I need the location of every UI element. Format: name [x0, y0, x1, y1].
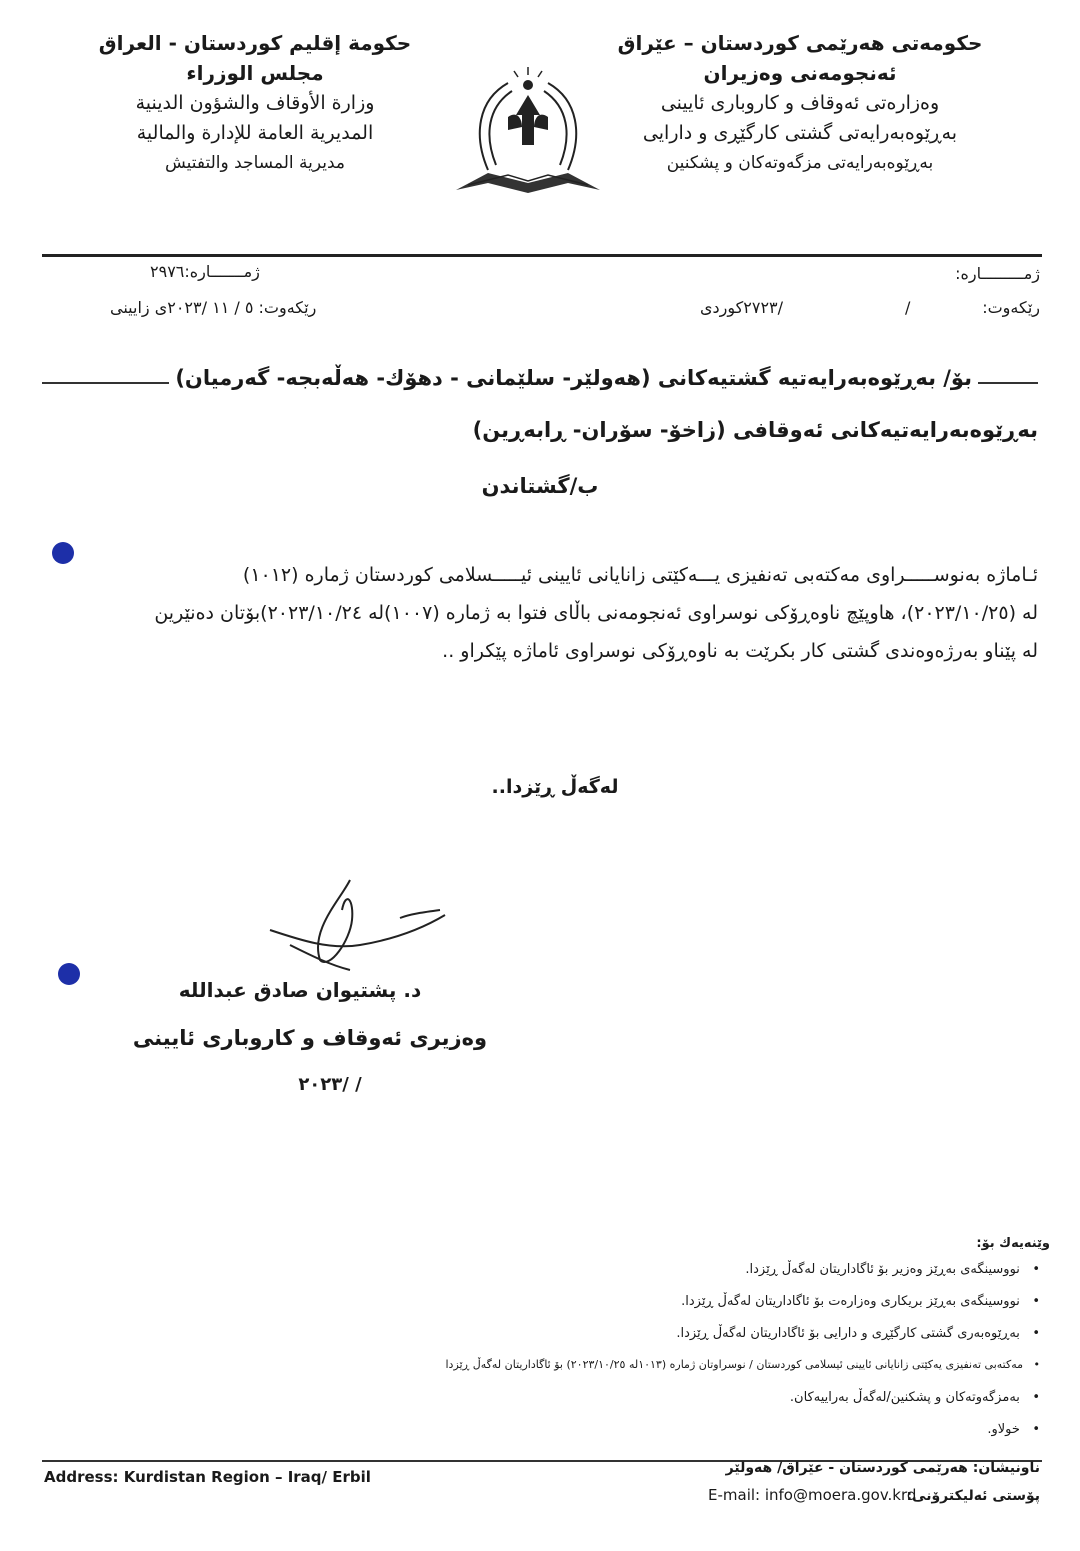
addressee-line-1	[42, 366, 1038, 396]
ref-date-left: رێکەوت: ٥ / ١١ /٢٠٢٣ی زایینی	[110, 298, 317, 317]
header-line: حکومەتی هەرێمی کوردستان – عێراق	[617, 31, 983, 55]
header-line: مديرية المساجد والتفتيش	[164, 153, 346, 173]
addressee-text: بۆ/ بەڕێوەبەرایەتیە گشتیەکانی (هەولێر- سلێمانی - دهۆك- هەڵەبجە- گەرمیان)	[169, 366, 978, 390]
list-item: • مەکتەبی تەنفیزی یەکێتی زانایانی ئایینی ئیسلامی کوردستان / نوسراوتان ژمارە (١٠١٣لە ٢٠٢٣/١٠/٢٥) بۆ ئاگاداریتان لەگەڵ ڕێزدا	[445, 1358, 1040, 1371]
header-line: المديرية العامة للإدارة والمالية	[136, 122, 374, 144]
signatory-name: د. پشتیوان صادق عبدالله	[178, 978, 422, 1002]
signatory-title: وەزیری ئەوقاف و کاروباری ئایینی	[132, 1026, 488, 1050]
header-line: حكومة إقليم كوردستان - العراق	[98, 31, 412, 55]
footer-email-label: پۆستی ئەلیکترۆنی:	[906, 1488, 1040, 1504]
list-item: • نووسینگەی بەڕێز وەزیر بۆ ئاگاداریتان لەگەڵ ڕێزدا.	[745, 1262, 1040, 1277]
subject: ب/گشتاندن	[481, 474, 599, 498]
body-text	[42, 556, 1038, 670]
body-line: لە (٢٠٢٣/١٠/٢٥)، هاوپێچ ناوەڕۆکی نوسراوی ئەنجومەنی باڵای فتوا بە ژمارە (١٠٠٧)لە ٢٠٢٣/١٠/٢٤)بۆتان دەنێرین	[154, 602, 1038, 624]
list-item: • خولاو.	[987, 1422, 1040, 1437]
bullet: •	[1019, 1262, 1040, 1277]
ref-date-value: /٢٧٢٣كوردی	[700, 298, 784, 317]
list-item: • نووسینگەی بەڕێز بریکاری وەزارەت بۆ ئاگاداریتان لەگەڵ ڕێزدا.	[681, 1294, 1040, 1309]
blue-dot-marker	[58, 963, 80, 985]
header-line: بەڕێوەبەرایەتی مزگەوتەکان و پشکنین	[666, 153, 934, 173]
signature-date: / /٢٠٢٣	[298, 1074, 362, 1095]
kurdistan-emblem-icon	[448, 55, 608, 205]
body-line: ئـاماژە بەنوســـــراوی مەکتەبی تەنفیزی یـــەکێتی زانایانی ئایینی ئیـــــسلامی کوردستان ژمارە (١٠١٢)	[242, 564, 1038, 586]
ref-date-slash: /	[905, 298, 911, 317]
header-kurdish	[590, 28, 1010, 178]
header-line: مجلس الوزراء	[186, 61, 324, 85]
bullet: •	[1023, 1358, 1040, 1371]
bullet: •	[1019, 1294, 1040, 1309]
header-line: ئەنجومەنی وەزیران	[703, 61, 897, 85]
bullet: •	[1019, 1326, 1040, 1341]
ref-number-left: ژمـــــــارە:٢٩٧٦	[150, 262, 260, 281]
header-divider	[42, 254, 1042, 257]
cc-list	[240, 1262, 1040, 1454]
ref-date-right: رێکەوت:	[982, 298, 1040, 317]
footer-address-ku: ناونیشان: هەرێمی کوردستان - عێراق/ هەولێر	[725, 1460, 1040, 1476]
header-line: وەزارەتی ئەوقاف و کاروباری ئایینی	[660, 92, 940, 114]
cc-heading: وێنەیەك بۆ:	[976, 1236, 1050, 1251]
bullet: •	[1019, 1390, 1040, 1405]
bullet: •	[1019, 1422, 1040, 1437]
footer-address-en: Address: Kurdistan Region – Iraq/ Erbil	[44, 1468, 371, 1486]
handwritten-signature	[250, 870, 460, 980]
header-line: وزارة الأوقاف والشؤون الدينية	[135, 92, 375, 114]
list-item: • بەمزگەوتەکان و پشکنین/لەگەڵ بەراییەکان.	[789, 1390, 1040, 1405]
ref-number-right: ژمـــــــــارە:	[955, 264, 1040, 283]
addressee-line-2: بەڕێوەبەرایەتیەکانی ئەوقافی (زاخۆ- سۆران- ڕابەڕین)	[472, 418, 1038, 442]
header-line: بەڕێوەبەرایەتی گشتی کارگێڕی و دارایی	[642, 122, 958, 144]
list-item: • بەڕێوەبەری گشتی کارگێڕی و دارایی بۆ ئاگاداریتان لەگەڵ ڕێزدا.	[676, 1326, 1040, 1341]
body-line: لە پێناو بەرژەوەندی گشتی کار بکرێت بە ناوەڕۆکی نوسراوی ئاماژە پێکراو ..	[442, 640, 1038, 662]
footer-email: E-mail: info@moera.gov.krd	[708, 1486, 917, 1504]
header-arabic	[70, 28, 440, 178]
closing: لەگەڵ ڕێزدا..	[491, 776, 619, 798]
